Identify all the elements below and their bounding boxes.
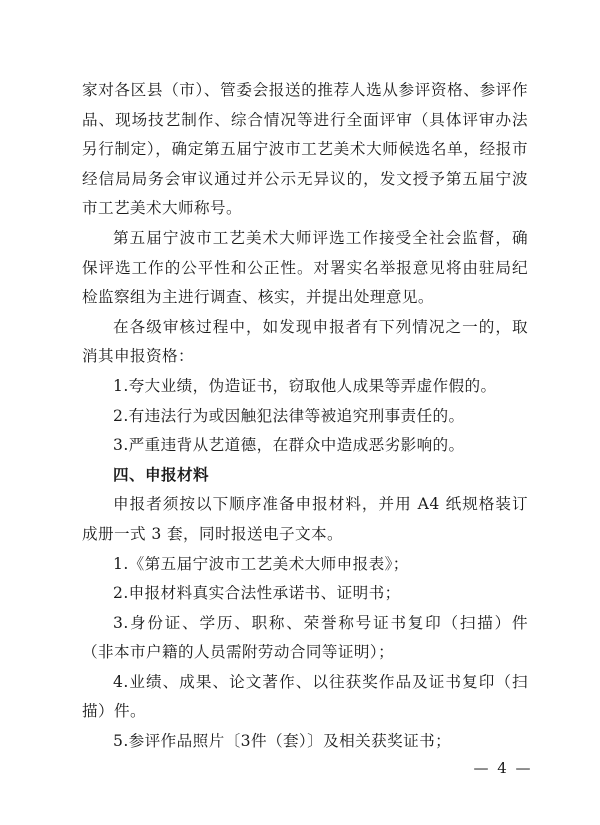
paragraph-continued: 家对各区县（市）、管委会报送的推荐人选从参评资格、参评作品、现场技艺制作、综合情况等进行全面评审（具体评审办法另行制定），确定第五届宁波市工艺美术大师候选名单，经报市经信局局务会审议通过并公示无异议的，发文授予第五届宁波市工艺美术大师称号。 (82, 81, 528, 218)
list-item-material-1: 1.《第五届宁波市工艺美术大师申报表》； (113, 554, 409, 573)
list-item-disqualification-3: 3.严重违背从艺道德，在群众中造成恶劣影响的。 (113, 436, 465, 455)
list-item-material-3: 3.身份证、学历、职称、荣誉称号证书复印（扫描）件（非本市户籍的人员需附劳动合同等证明）； (82, 613, 528, 662)
paragraph-supervision: 第五届宁波市工艺美术大师评选工作接受全社会监督，确保评选工作的公平性和公正性。对署实名举报意见将由驻局纪检监察组为主进行调查、核实，并提出处理意见。 (82, 228, 528, 307)
paragraph-disqualification-intro: 在各级审核过程中，如发现申报者有下列情况之一的，取消其申报资格： (82, 317, 528, 366)
list-item-material-2: 2.申报材料真实合法性承诺书、证明书； (113, 584, 401, 603)
list-item-disqualification-2: 2.有违法行为或因触犯法律等被追究刑事责任的。 (113, 406, 465, 425)
list-item-material-4: 4.业绩、成果、论文著作、以往获奖作品及证书复印（扫描）件。 (82, 672, 528, 721)
paragraph-materials-intro: 申报者须按以下顺序准备申报材料，并用 A4 纸规格装订成册一式 3 套，同时报送电子文本。 (82, 495, 528, 543)
list-item-disqualification-1: 1.夸大业绩，伪造证书，窃取他人成果等弄虚作假的。 (113, 376, 497, 395)
page-number: — 4 — (473, 759, 533, 777)
list-item-material-5: 5.参评作品照片〔3件（套）〕及相关获奖证书； (113, 732, 452, 751)
section-heading: 四、申报材料 (113, 465, 209, 484)
document-body (82, 76, 528, 757)
